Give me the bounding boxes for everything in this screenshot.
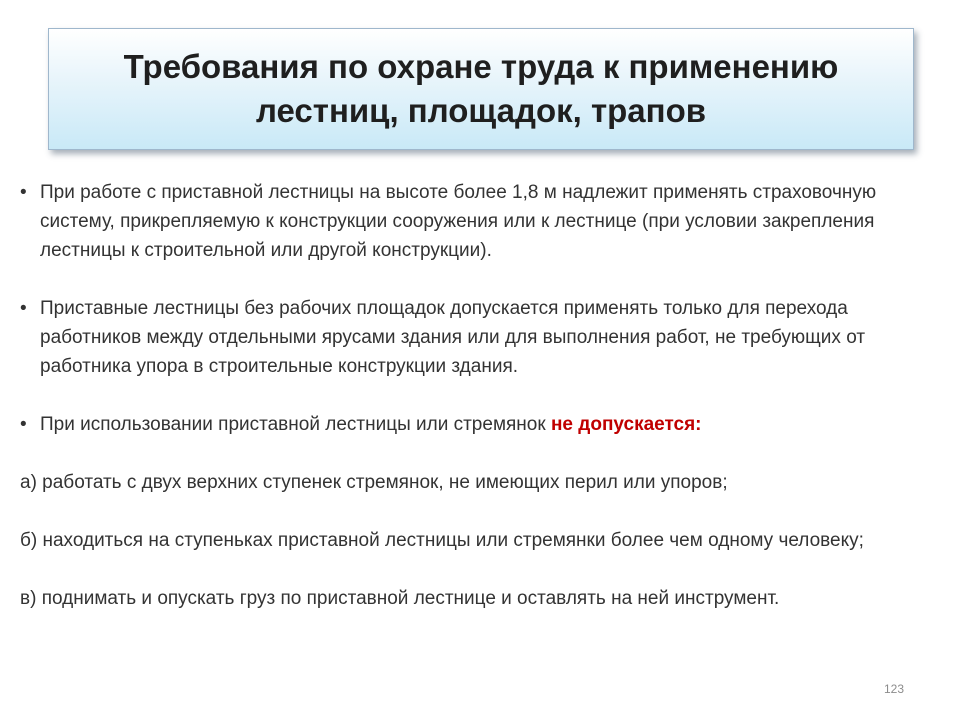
page-number: 123 xyxy=(883,682,904,696)
list-item-c: в) поднимать и опускать груз по приставной лестнице и оставлять на ней инструмент. xyxy=(20,588,780,609)
emphasis-not-allowed: не допускается: xyxy=(550,414,702,435)
list-item-a: а) работать с двух верхних ступенек стремянок, не имеющих перил или упоров; xyxy=(20,472,728,493)
list-item-b: б) находиться на ступеньках приставной лестницы или стремянки более чем одному человеку; xyxy=(20,530,864,551)
slide-title: Требования по охране труда к применению лестниц, площадок, трапов xyxy=(123,48,839,129)
slide-content xyxy=(20,178,940,613)
bullet-item-3 xyxy=(20,410,940,439)
bullet-dot: • xyxy=(20,182,27,203)
bullet-item-1 xyxy=(20,178,940,265)
title-box xyxy=(48,28,914,150)
bullet-text: При работе с приставной лестницы на высоте более 1,8 м надлежит применять страховочную систему, прикрепляемую к конструкции сооружения или к лестнице (при условии закрепления лестницы к строительной или другой конструкции). xyxy=(40,182,877,261)
bullet-dot: • xyxy=(20,414,27,435)
bullet-item-2 xyxy=(20,294,940,381)
bullet-text-lead: При использовании приставной лестницы или стремянок xyxy=(40,414,551,435)
bullet-dot: • xyxy=(20,298,27,319)
bullet-text xyxy=(40,410,940,439)
bullet-text: Приставные лестницы без рабочих площадок допускается применять только для перехода работников между отдельными ярусами здания или для выполнения работ, не требующих от работника упора в строительные конструкции здания. xyxy=(40,298,866,377)
